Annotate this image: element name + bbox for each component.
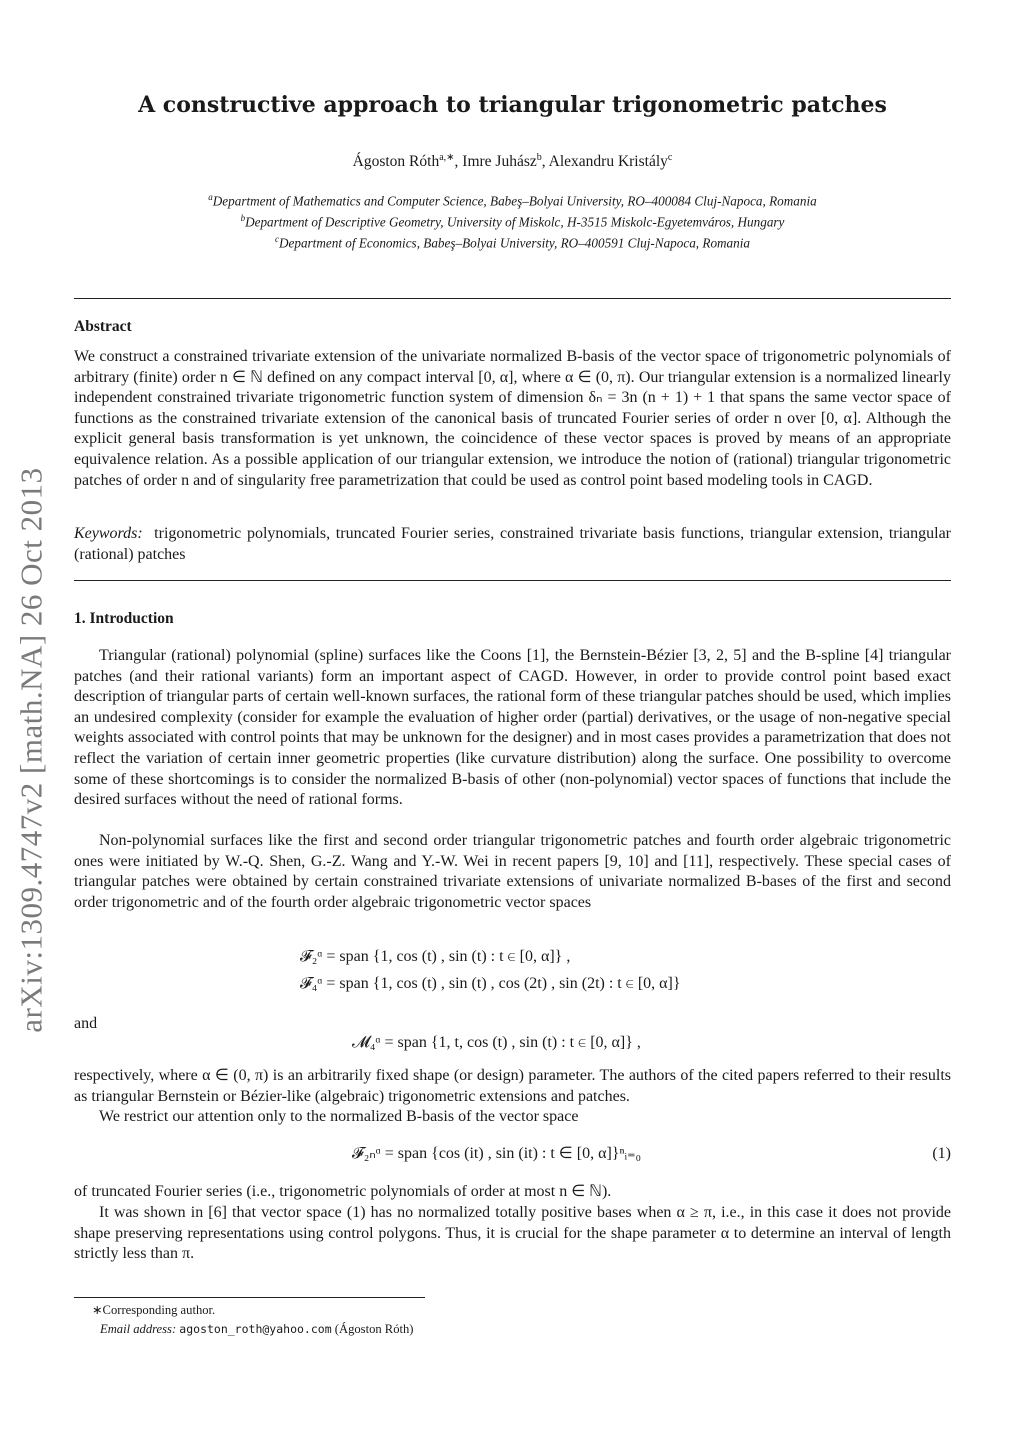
intro-paragraph: Triangular (rational) polynomial (spline) surfaces like the Coons [1], the Bernstein-Bézier [3, 2, 5] and the B-spline [4] triangular patches (and their rational variants) form an important aspect of CAGD. However, in order to provide control point based exact description of triangular parts of certain well-known surfaces, the rational form of these triangular patches should be used, which implies an undesired complexity (consider for example the evaluation of higher order (partial) derivatives, or the usage of non-negative special weights associated with control points that may be unknown for the designer) and in most cases provides a parametrization that does not reflect the variation of certain inner geometric properties (like curvature distribution) along the surface. One possibility to overcome some of these shortcomings is to consider the normalized B-basis of other (non-polynomial) vector spaces of functions that include the desired surfaces without the need of rational forms. — [74, 647, 951, 809]
divider — [74, 580, 951, 581]
author-name: Alexandru Kristály — [548, 153, 668, 171]
author-list: Ágoston Róth$^{a,∗}$, Imre Juhász$^b$, Alexandru Kristály$^c$ — [352, 152, 673, 171]
affiliation: $^c$Department of Economics, Babeş–Bolyai University, RO–400591 Cluj-Napoca, Romania — [274, 233, 751, 251]
keywords-label: Keywords: — [74, 525, 143, 542]
abstract-text: We construct a constrained trivariate extension of the univariate normalized B-basis of the vector space of trigonometric polynomials of arbitrary (finite) order n ∈ ℕ defined on any compact interval [0, α], where α ∈ (0, π). Our triangular extension is a normalized linearly independent constrained trivariate trigonometric function system of dimension δₙ = 3n (n + 1) + 1 that spans the same vector space of functions as the constrained trivariate extension of the canonical basis of truncated Fourier series of order n over [0, α]. Although the explicit general basis transformation is yet unknown, the coincidence of these vector spaces is proved by means of an appropriate equivalence relation. As a possible application of our triangular extension, we introduce the notion of (rational) triangular trigonometric patches of order n and of singularity free parametrization that could be used as control point based modeling tools in CAGD. — [74, 348, 951, 489]
affiliations — [74, 189, 951, 252]
intro-paragraph: It was shown in [6] that vector space (1) has no normalized totally positive bases when α ≥ π, i.e., in this case it does not provide shape preserving representations using control polygons. Thus, it is crucial for the shape parameter α to determine an interval of length strictly less than π. — [74, 1204, 951, 1263]
equation-1: 𝓕₂ₙᵅ = span {cos (it) , sin (it) : t ∈ [0, α]}ⁿᵢ₌₀ — [352, 1145, 642, 1162]
author-sup: c — [667, 152, 673, 163]
arxiv-id: arXiv:1309.4747v2 [math.NA] 26 Oct 2013 — [14, 467, 49, 1033]
footnote-rule — [74, 1297, 425, 1298]
email-address[interactable]: agoston_roth@yahoo.com — [179, 1322, 332, 1336]
divider — [74, 298, 951, 299]
and-text: and — [74, 1015, 98, 1032]
equation-f2: 𝓕₂ᵅ = span {1, cos (t) , sin (t) : t ∈ [0, α]} , — [300, 948, 571, 965]
abstract-heading: Abstract — [74, 318, 132, 335]
intro-paragraph: Non-polynomial surfaces like the first and second order triangular trigonometric patches and fourth order algebraic trigonometric ones were initiated by W.-Q. Shen, G.-Z. Wang and Y.-W. Wei in recent papers [9, 10] and [11], respectively. These special cases of triangular patches were obtained by certain constrained trivariate extensions of univariate normalized B-bases of the first and second order trigonometric and of the fourth order algebraic trigonometric vector spaces — [74, 832, 951, 911]
footnote-email — [100, 1322, 414, 1337]
intro-paragraph: respectively, where α ∈ (0, π) is an arbitrarily fixed shape (or design) parameter. The authors of the cited papers referred to their results as triangular Bernstein or Bézier-like (algebraic) trigonometric extensions and patches. — [74, 1067, 951, 1105]
paper-title: A constructive approach to triangular trigonometric patches — [138, 92, 887, 118]
affiliation: $^b$Department of Descriptive Geometry, University of Miskolc, H-3515 Miskolc-Egyetemváros, Hungary — [240, 212, 785, 230]
footnote-corresponding: ∗Corresponding author. — [92, 1303, 216, 1317]
intro-paragraph: We restrict our attention only to the normalized B-basis of the vector space — [99, 1108, 579, 1125]
affiliation: $^a$Department of Mathematics and Computer Science, Babeş–Bolyai University, RO–400084 Cluj-Napoca, Romania — [208, 192, 817, 209]
email-label: Email address: — [100, 1322, 177, 1336]
author-name: Imre Juhász — [462, 153, 537, 171]
equation-f4: 𝓕₄ᵅ = span {1, cos (t) , sin (t) , cos (2t) , sin (2t) : t ∈ [0, α]} — [300, 975, 681, 992]
equation-number: (1) — [932, 1145, 951, 1162]
equation-m4: 𝓜₄ᵅ = span {1, t, cos (t) , sin (t) : t ∈ [0, α]} , — [352, 1034, 641, 1051]
keywords — [74, 524, 951, 565]
email-owner: (Ágoston Róth) — [334, 1322, 414, 1336]
author-name: Ágoston Róth — [352, 153, 440, 171]
author-sup: a,∗ — [439, 152, 455, 163]
author-sup: b — [536, 152, 542, 163]
intro-paragraph: of truncated Fourier series (i.e., trigonometric polynomials of order at most n ∈ ℕ). — [74, 1183, 612, 1200]
keywords-text: trigonometric polynomials, truncated Fourier series, constrained trivariate basis functions, triangular extension, triangular (rational) patches — [74, 525, 952, 563]
arxiv-sidebar-stamp — [12, 436, 52, 1064]
section-heading: 1. Introduction — [74, 610, 174, 627]
